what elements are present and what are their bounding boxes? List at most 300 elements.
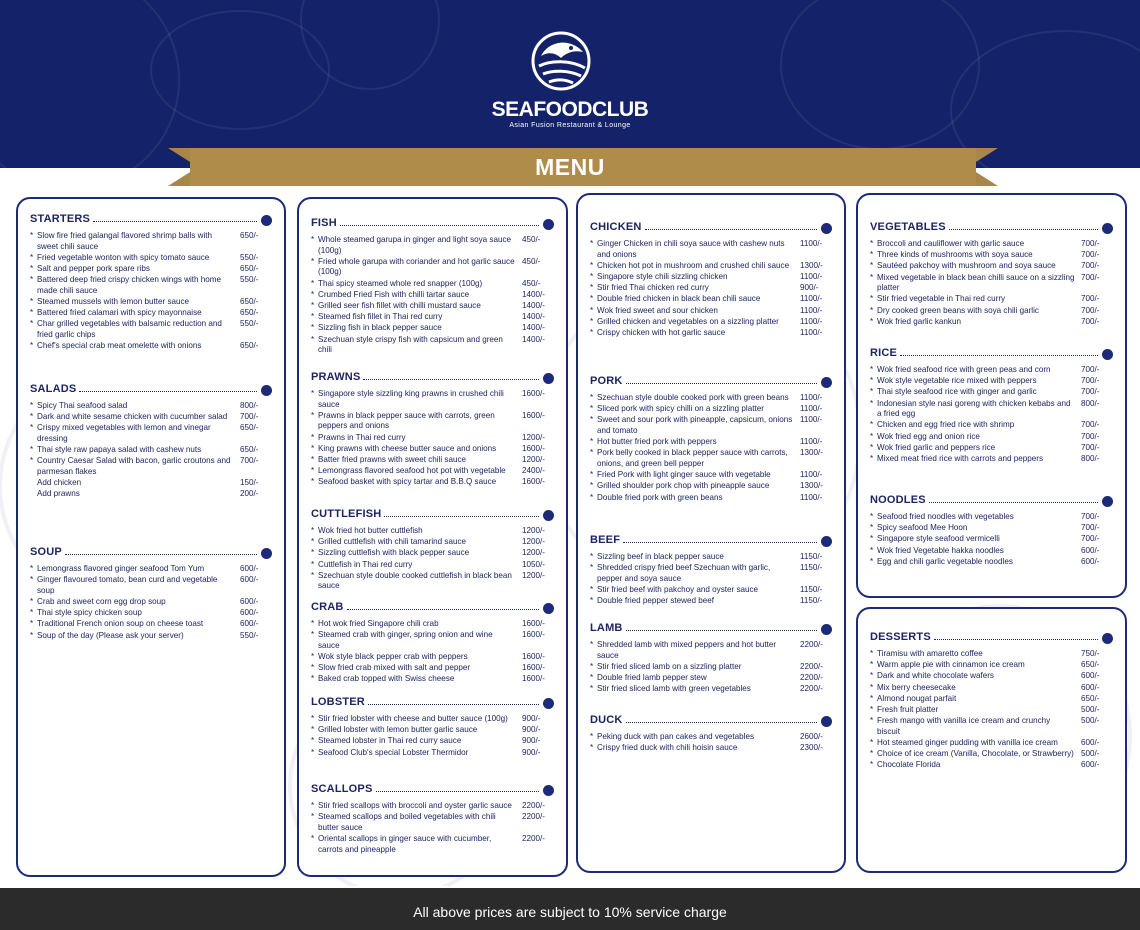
item-price: 1100/- xyxy=(800,239,823,248)
item-name: Stir fried scallops with broccoli and oyster garlic sauce xyxy=(318,801,512,810)
asterisk-icon: * xyxy=(311,651,315,661)
asterisk-icon: * xyxy=(30,445,34,455)
item-price: 500/- xyxy=(1081,749,1100,759)
section-title: CRAB xyxy=(311,601,344,613)
section-header xyxy=(311,213,554,229)
item-name: Double fried lamb pepper stew xyxy=(597,672,707,682)
menu-item xyxy=(870,705,1113,716)
asterisk-icon: * xyxy=(870,365,874,374)
asterisk-icon: * xyxy=(870,305,874,315)
item-price: 1150/- xyxy=(800,552,823,561)
item-price: 1600/- xyxy=(522,443,545,453)
asterisk-icon: * xyxy=(590,305,594,315)
section-title: PORK xyxy=(590,375,623,387)
service-charge-note: All above prices are subject to 10% service charge xyxy=(0,888,1140,930)
dotted-leader xyxy=(347,609,539,610)
menu-item xyxy=(311,279,554,290)
menu-item xyxy=(30,423,272,444)
section-desserts xyxy=(870,627,1113,771)
asterisk-icon: * xyxy=(590,481,594,491)
item-price: 700/- xyxy=(1081,442,1100,452)
section-fish xyxy=(311,213,554,356)
menu-column-2 xyxy=(297,197,568,877)
asterisk-icon: * xyxy=(311,526,315,535)
item-price: 1200/- xyxy=(522,548,545,558)
section-prawns xyxy=(311,367,554,489)
item-name: Grilled seer fish fillet with chilli mustard sauce xyxy=(318,300,481,310)
menu-item xyxy=(870,557,1113,568)
menu-item xyxy=(311,714,554,725)
asterisk-icon: * xyxy=(311,300,315,310)
menu-item xyxy=(311,812,554,833)
asterisk-icon: * xyxy=(590,584,594,594)
item-price: 1100/- xyxy=(800,294,823,304)
asterisk-icon: * xyxy=(590,492,594,502)
item-price: 700/- xyxy=(1081,261,1100,271)
asterisk-icon: * xyxy=(590,552,594,561)
asterisk-icon: * xyxy=(870,420,874,430)
asterisk-icon: * xyxy=(870,316,874,326)
item-price: 1100/- xyxy=(800,492,823,502)
item-price: 800/- xyxy=(1081,453,1100,463)
item-price: 2200/- xyxy=(800,672,823,682)
item-name: Sautéed pakchoy with mushroom and soya sauce xyxy=(877,261,1056,271)
asterisk-icon: * xyxy=(30,596,34,606)
item-price: 650/- xyxy=(1081,660,1100,670)
menu-item xyxy=(311,335,554,356)
item-price: 550/- xyxy=(240,630,259,640)
item-name: Tiramisu with amaretto coffee xyxy=(877,649,983,658)
item-price: 2200/- xyxy=(522,812,545,822)
section-starters xyxy=(30,209,272,352)
item-price: 1400/- xyxy=(522,323,545,333)
asterisk-icon: * xyxy=(870,682,874,692)
item-name: Szechuan style double cooked cuttlefish in black bean sauce xyxy=(318,570,512,591)
menu-item xyxy=(590,596,832,607)
item-price: 2300/- xyxy=(800,743,823,753)
menu-item xyxy=(870,317,1113,328)
asterisk-icon: * xyxy=(30,456,34,466)
circle-bullet-icon xyxy=(1102,633,1113,644)
menu-item xyxy=(590,261,832,272)
item-name: Mixed meat fried rice with carrots and peppers xyxy=(877,453,1043,463)
asterisk-icon: * xyxy=(870,693,874,703)
menu-item xyxy=(870,534,1113,545)
section-vegetables xyxy=(870,217,1113,328)
section-header xyxy=(590,217,832,233)
menu-item xyxy=(30,564,272,575)
item-name: Steamed lobster in Thai red curry sauce xyxy=(318,736,462,746)
menu-item xyxy=(870,387,1113,398)
item-name: Steamed scallops and boiled vegetables with chili butter sauce xyxy=(318,812,496,832)
item-price: 1200/- xyxy=(522,432,545,442)
menu-item xyxy=(311,834,554,855)
asterisk-icon: * xyxy=(590,239,594,248)
item-price: 700/- xyxy=(1081,316,1100,326)
item-price: 1600/- xyxy=(522,663,545,673)
menu-item xyxy=(870,760,1113,771)
item-name: Baked crab topped with Swiss cheese xyxy=(318,674,455,684)
item-name: Grilled chicken and vegetables on a sizzling platter xyxy=(597,316,779,326)
item-name: Stir fried beef with pakchoy and oyster sauce xyxy=(597,584,759,594)
item-name: Fresh mango with vanilla ice cream and crunchy biscuit xyxy=(877,716,1051,736)
circle-bullet-icon xyxy=(1102,223,1113,234)
item-name: Fried Pork with light ginger sauce with vegetable xyxy=(597,470,771,480)
item-name: Fresh fruit platter xyxy=(877,704,939,714)
menu-item xyxy=(311,257,554,278)
item-price: 2200/- xyxy=(522,833,545,843)
item-price: 1600/- xyxy=(522,651,545,661)
item-price: 1600/- xyxy=(522,410,545,420)
asterisk-icon: * xyxy=(870,261,874,271)
menu-item xyxy=(311,725,554,736)
item-name: Wok fried garlic kankun xyxy=(877,316,961,326)
circle-bullet-icon xyxy=(543,219,554,230)
item-price: 650/- xyxy=(240,296,259,306)
section-noodles xyxy=(870,490,1113,568)
menu-item xyxy=(30,275,272,296)
item-price: 900/- xyxy=(522,747,541,757)
asterisk-icon: * xyxy=(590,327,594,337)
item-price: 700/- xyxy=(240,456,259,466)
dotted-leader xyxy=(93,221,257,222)
menu-item xyxy=(870,523,1113,534)
asterisk-icon: * xyxy=(311,334,315,344)
item-price: 2400/- xyxy=(522,466,545,476)
item-name: Sweet and sour pork with pineapple, capsicum, onions and tomato xyxy=(597,415,793,435)
menu-item xyxy=(30,319,272,340)
menu-item xyxy=(311,548,554,559)
dotted-leader xyxy=(363,379,539,380)
item-price: 1400/- xyxy=(522,334,545,344)
menu-item xyxy=(590,306,832,317)
asterisk-icon: * xyxy=(311,256,315,266)
item-name: Stir fried Thai chicken red curry xyxy=(597,283,709,293)
item-name: Hot steamed ginger pudding with vanilla ice cream xyxy=(877,737,1058,747)
menu-item xyxy=(311,674,554,685)
asterisk-icon: * xyxy=(30,608,34,618)
item-name: Sliced pork with spicy chilli on a sizzling platter xyxy=(597,404,764,414)
item-name: Traditional French onion soup on cheese toast xyxy=(37,619,204,629)
section-title: SALADS xyxy=(30,383,77,395)
menu-item xyxy=(30,401,272,412)
asterisk-icon: * xyxy=(311,389,315,398)
asterisk-icon: * xyxy=(311,619,315,628)
item-price: 1150/- xyxy=(800,563,823,573)
item-price: 1200/- xyxy=(522,454,545,464)
item-price: 1100/- xyxy=(800,316,823,326)
asterisk-icon: * xyxy=(311,674,315,684)
menu-item xyxy=(870,294,1113,305)
section-title: SOUP xyxy=(30,546,62,558)
asterisk-icon: * xyxy=(870,556,874,566)
section-title: VEGETABLES xyxy=(870,221,946,233)
item-name: Ginger Chicken in chili soya sauce with cashew nuts and onions xyxy=(597,239,785,259)
item-name: Fried whole garupa with coriander and hot garlic sauce (100g) xyxy=(318,256,515,277)
asterisk-icon: * xyxy=(590,640,594,649)
menu-item xyxy=(311,312,554,323)
section-title: SCALLOPS xyxy=(311,783,373,795)
dotted-leader xyxy=(79,391,257,392)
menu-item xyxy=(311,301,554,312)
item-name: Crispy fried duck with chili hoisin sauce xyxy=(597,743,738,753)
asterisk-icon: * xyxy=(30,296,34,306)
asterisk-icon: * xyxy=(870,398,874,408)
item-name: Double fried pepper stewed beef xyxy=(597,596,714,606)
circle-bullet-icon xyxy=(821,716,832,727)
item-price: 700/- xyxy=(1081,305,1100,315)
menu-item xyxy=(30,308,272,319)
asterisk-icon: * xyxy=(870,704,874,714)
item-price: 1100/- xyxy=(800,327,823,337)
asterisk-icon: * xyxy=(30,231,34,240)
asterisk-icon: * xyxy=(311,725,315,735)
item-price: 650/- xyxy=(240,341,259,351)
item-name: Singapore style sizzling king prawns in crushed chili sauce xyxy=(318,389,504,409)
circle-bullet-icon xyxy=(821,536,832,547)
item-name: Egg and chili garlic vegetable noodles xyxy=(877,556,1013,566)
asterisk-icon: * xyxy=(870,649,874,658)
item-name: Stir fried lobster with cheese and butter sauce (100g) xyxy=(318,714,508,723)
brand-name: SEAFOODCLUB xyxy=(491,98,649,121)
section-title: BEEF xyxy=(590,534,621,546)
section-header xyxy=(590,530,832,546)
menu-item xyxy=(311,477,554,488)
asterisk-icon: * xyxy=(30,275,34,285)
asterisk-icon: * xyxy=(870,387,874,397)
asterisk-icon: * xyxy=(30,252,34,262)
item-name: Wok style black pepper crab with peppers xyxy=(318,651,468,661)
menu-item xyxy=(311,801,554,812)
menu-item xyxy=(590,493,832,504)
asterisk-icon: * xyxy=(870,272,874,282)
item-name: Char grilled vegetables with balsamic reduction and fried garlic chips xyxy=(37,319,222,339)
item-name: Crispy mixed vegetables with lemon and vinegar dressing xyxy=(37,423,211,443)
asterisk-icon: * xyxy=(590,732,594,741)
menu-item xyxy=(590,328,832,339)
menu-item xyxy=(870,376,1113,387)
asterisk-icon: * xyxy=(870,534,874,544)
section-header xyxy=(311,504,554,520)
circle-bullet-icon xyxy=(821,377,832,388)
item-name: Wok fried seafood rice with green peas and corn xyxy=(877,365,1051,374)
item-name: Battered deep fried crispy chicken wings with home made chili sauce xyxy=(37,275,221,295)
menu-item xyxy=(311,323,554,334)
menu-item xyxy=(311,630,554,651)
item-price: 1300/- xyxy=(800,448,823,458)
asterisk-icon: * xyxy=(311,235,315,244)
menu-item xyxy=(30,489,272,500)
circle-bullet-icon xyxy=(821,624,832,635)
menu-item xyxy=(870,250,1113,261)
item-price: 1400/- xyxy=(522,289,545,299)
section-header xyxy=(311,367,554,383)
item-name: Oriental scallops in ginger sauce with cucumber, carrots and pineapple xyxy=(318,833,492,854)
item-price: 600/- xyxy=(240,575,259,585)
asterisk-icon: * xyxy=(870,294,874,304)
item-price: 700/- xyxy=(1081,239,1100,248)
menu-item xyxy=(870,365,1113,376)
item-price: 600/- xyxy=(1081,682,1100,692)
menu-item xyxy=(870,683,1113,694)
circle-bullet-icon xyxy=(543,510,554,521)
menu-item xyxy=(311,290,554,301)
section-rice xyxy=(870,343,1113,465)
item-price: 1100/- xyxy=(800,470,823,480)
asterisk-icon: * xyxy=(30,319,34,329)
asterisk-icon: * xyxy=(311,630,315,640)
circle-bullet-icon xyxy=(543,698,554,709)
item-name: Wok fried Vegetable hakka noodles xyxy=(877,545,1004,555)
asterisk-icon: * xyxy=(311,663,315,673)
item-name: Hot wok fried Singapore chili crab xyxy=(318,619,439,628)
menu-item xyxy=(590,470,832,481)
section-duck xyxy=(590,710,832,754)
asterisk-icon: * xyxy=(870,442,874,452)
asterisk-icon: * xyxy=(311,432,315,442)
section-title: CHICKEN xyxy=(590,221,642,233)
asterisk-icon: * xyxy=(870,512,874,521)
menu-item xyxy=(870,443,1113,454)
item-name: Whole steamed garupa in ginger and light soya sauce (100g) xyxy=(318,235,512,255)
item-name: Crab and sweet corn egg drop soup xyxy=(37,596,166,606)
menu-item xyxy=(590,481,832,492)
item-name: Prawns in black pepper sauce with carrots, green peppers and onions xyxy=(318,410,495,431)
item-price: 700/- xyxy=(1081,387,1100,397)
asterisk-icon: * xyxy=(30,308,34,318)
item-name: Steamed mussels with lemon butter sauce xyxy=(37,296,190,306)
item-price: 650/- xyxy=(240,263,259,273)
asterisk-icon: * xyxy=(311,537,315,547)
asterisk-icon: * xyxy=(311,443,315,453)
item-name: Three kinds of mushrooms with soya sauce xyxy=(877,250,1033,260)
menu-item xyxy=(870,420,1113,431)
item-name: Crumbed Fried Fish with chilli tartar sauce xyxy=(318,289,470,299)
menu-item xyxy=(30,253,272,264)
menu-item xyxy=(590,393,832,404)
item-name: Mixed vegetable in black bean chilli sauce on a sizzling platter xyxy=(877,272,1075,293)
menu-item xyxy=(590,272,832,283)
item-name: Battered fried calamari with spicy mayonnaise xyxy=(37,308,202,318)
asterisk-icon: * xyxy=(311,747,315,757)
section-header xyxy=(30,379,272,395)
menu-item xyxy=(870,738,1113,749)
section-header xyxy=(870,217,1113,233)
menu-item xyxy=(311,619,554,630)
circle-bullet-icon xyxy=(261,385,272,396)
dotted-leader xyxy=(934,639,1098,640)
item-name: Sizzling beef in black pepper sauce xyxy=(597,552,724,561)
section-lamb xyxy=(590,618,832,695)
menu-item xyxy=(311,663,554,674)
item-price: 200/- xyxy=(240,489,259,499)
asterisk-icon: * xyxy=(590,743,594,753)
item-price: 2200/- xyxy=(800,661,823,671)
menu-item xyxy=(590,294,832,305)
item-name: Stir fried sliced lamb with green vegetables xyxy=(597,684,751,694)
section-header xyxy=(30,542,272,558)
menu-item xyxy=(590,743,832,754)
menu-item xyxy=(311,466,554,477)
item-price: 450/- xyxy=(522,256,541,266)
item-name: Wok fried garlic and peppers rice xyxy=(877,442,996,452)
item-price: 600/- xyxy=(1081,556,1100,566)
section-header xyxy=(590,371,832,387)
asterisk-icon: * xyxy=(311,466,315,476)
item-name: Dry cooked green beans with soya chili garlic xyxy=(877,305,1039,315)
asterisk-icon: * xyxy=(590,448,594,458)
item-price: 600/- xyxy=(240,564,259,573)
item-price: 600/- xyxy=(1081,671,1100,681)
item-price: 650/- xyxy=(240,231,259,240)
menu-item xyxy=(590,563,832,584)
item-price: 1100/- xyxy=(800,437,823,447)
asterisk-icon: * xyxy=(30,630,34,640)
menu-item xyxy=(30,341,272,352)
item-name: Dark and white sesame chicken with cucumber salad xyxy=(37,412,228,422)
asterisk-icon: * xyxy=(870,671,874,681)
menu-item xyxy=(311,433,554,444)
menu-item xyxy=(30,412,272,423)
item-price: 2200/- xyxy=(800,640,823,649)
menu-item xyxy=(590,640,832,661)
asterisk-icon: * xyxy=(870,431,874,441)
dotted-leader xyxy=(623,542,817,543)
item-price: 150/- xyxy=(240,478,259,488)
section-title: STARTERS xyxy=(30,213,91,225)
item-name: Stir fried sliced lamb on a sizzling platter xyxy=(597,661,742,671)
asterisk-icon: * xyxy=(30,619,34,629)
section-title: CUTTLEFISH xyxy=(311,508,382,520)
menu-item xyxy=(311,526,554,537)
menu-item xyxy=(311,444,554,455)
circle-bullet-icon xyxy=(261,548,272,559)
circle-bullet-icon xyxy=(1102,496,1113,507)
circle-bullet-icon xyxy=(821,223,832,234)
asterisk-icon: * xyxy=(311,812,315,822)
asterisk-icon: * xyxy=(870,376,874,386)
section-title: PRAWNS xyxy=(311,371,361,383)
item-name: Ginger flavoured tomato, bean curd and vegetable soup xyxy=(37,575,218,595)
asterisk-icon: * xyxy=(870,545,874,555)
dotted-leader xyxy=(340,225,539,226)
item-name: Spicy seafood Mee Hoon xyxy=(877,523,968,533)
section-header xyxy=(870,490,1113,506)
header-banner xyxy=(0,0,1140,168)
asterisk-icon: * xyxy=(311,714,315,723)
menu-item xyxy=(30,608,272,619)
menu-item xyxy=(870,261,1113,272)
fish-logo-icon xyxy=(531,30,591,92)
asterisk-icon: * xyxy=(590,563,594,573)
circle-bullet-icon xyxy=(543,785,554,796)
item-name: Grilled cuttlefish with chili tamarind sauce xyxy=(318,537,466,547)
circle-bullet-icon xyxy=(1102,349,1113,360)
menu-item xyxy=(30,631,272,642)
item-name: Dark and white chocolate wafers xyxy=(877,671,994,681)
section-pork xyxy=(590,371,832,504)
item-name: Cuttlefish in Thai red curry xyxy=(318,559,413,569)
asterisk-icon: * xyxy=(30,564,34,573)
menu-item xyxy=(590,448,832,469)
item-price: 700/- xyxy=(1081,420,1100,430)
item-price: 800/- xyxy=(240,401,259,410)
asterisk-icon: * xyxy=(30,263,34,273)
item-name: Add prawns xyxy=(37,489,80,499)
asterisk-icon: * xyxy=(590,260,594,270)
item-name: Slow fire fried galangal flavored shrimp balls with sweet chili sauce xyxy=(37,231,212,251)
item-name: Lemongrass flavored ginger seafood Tom Yum xyxy=(37,564,205,573)
